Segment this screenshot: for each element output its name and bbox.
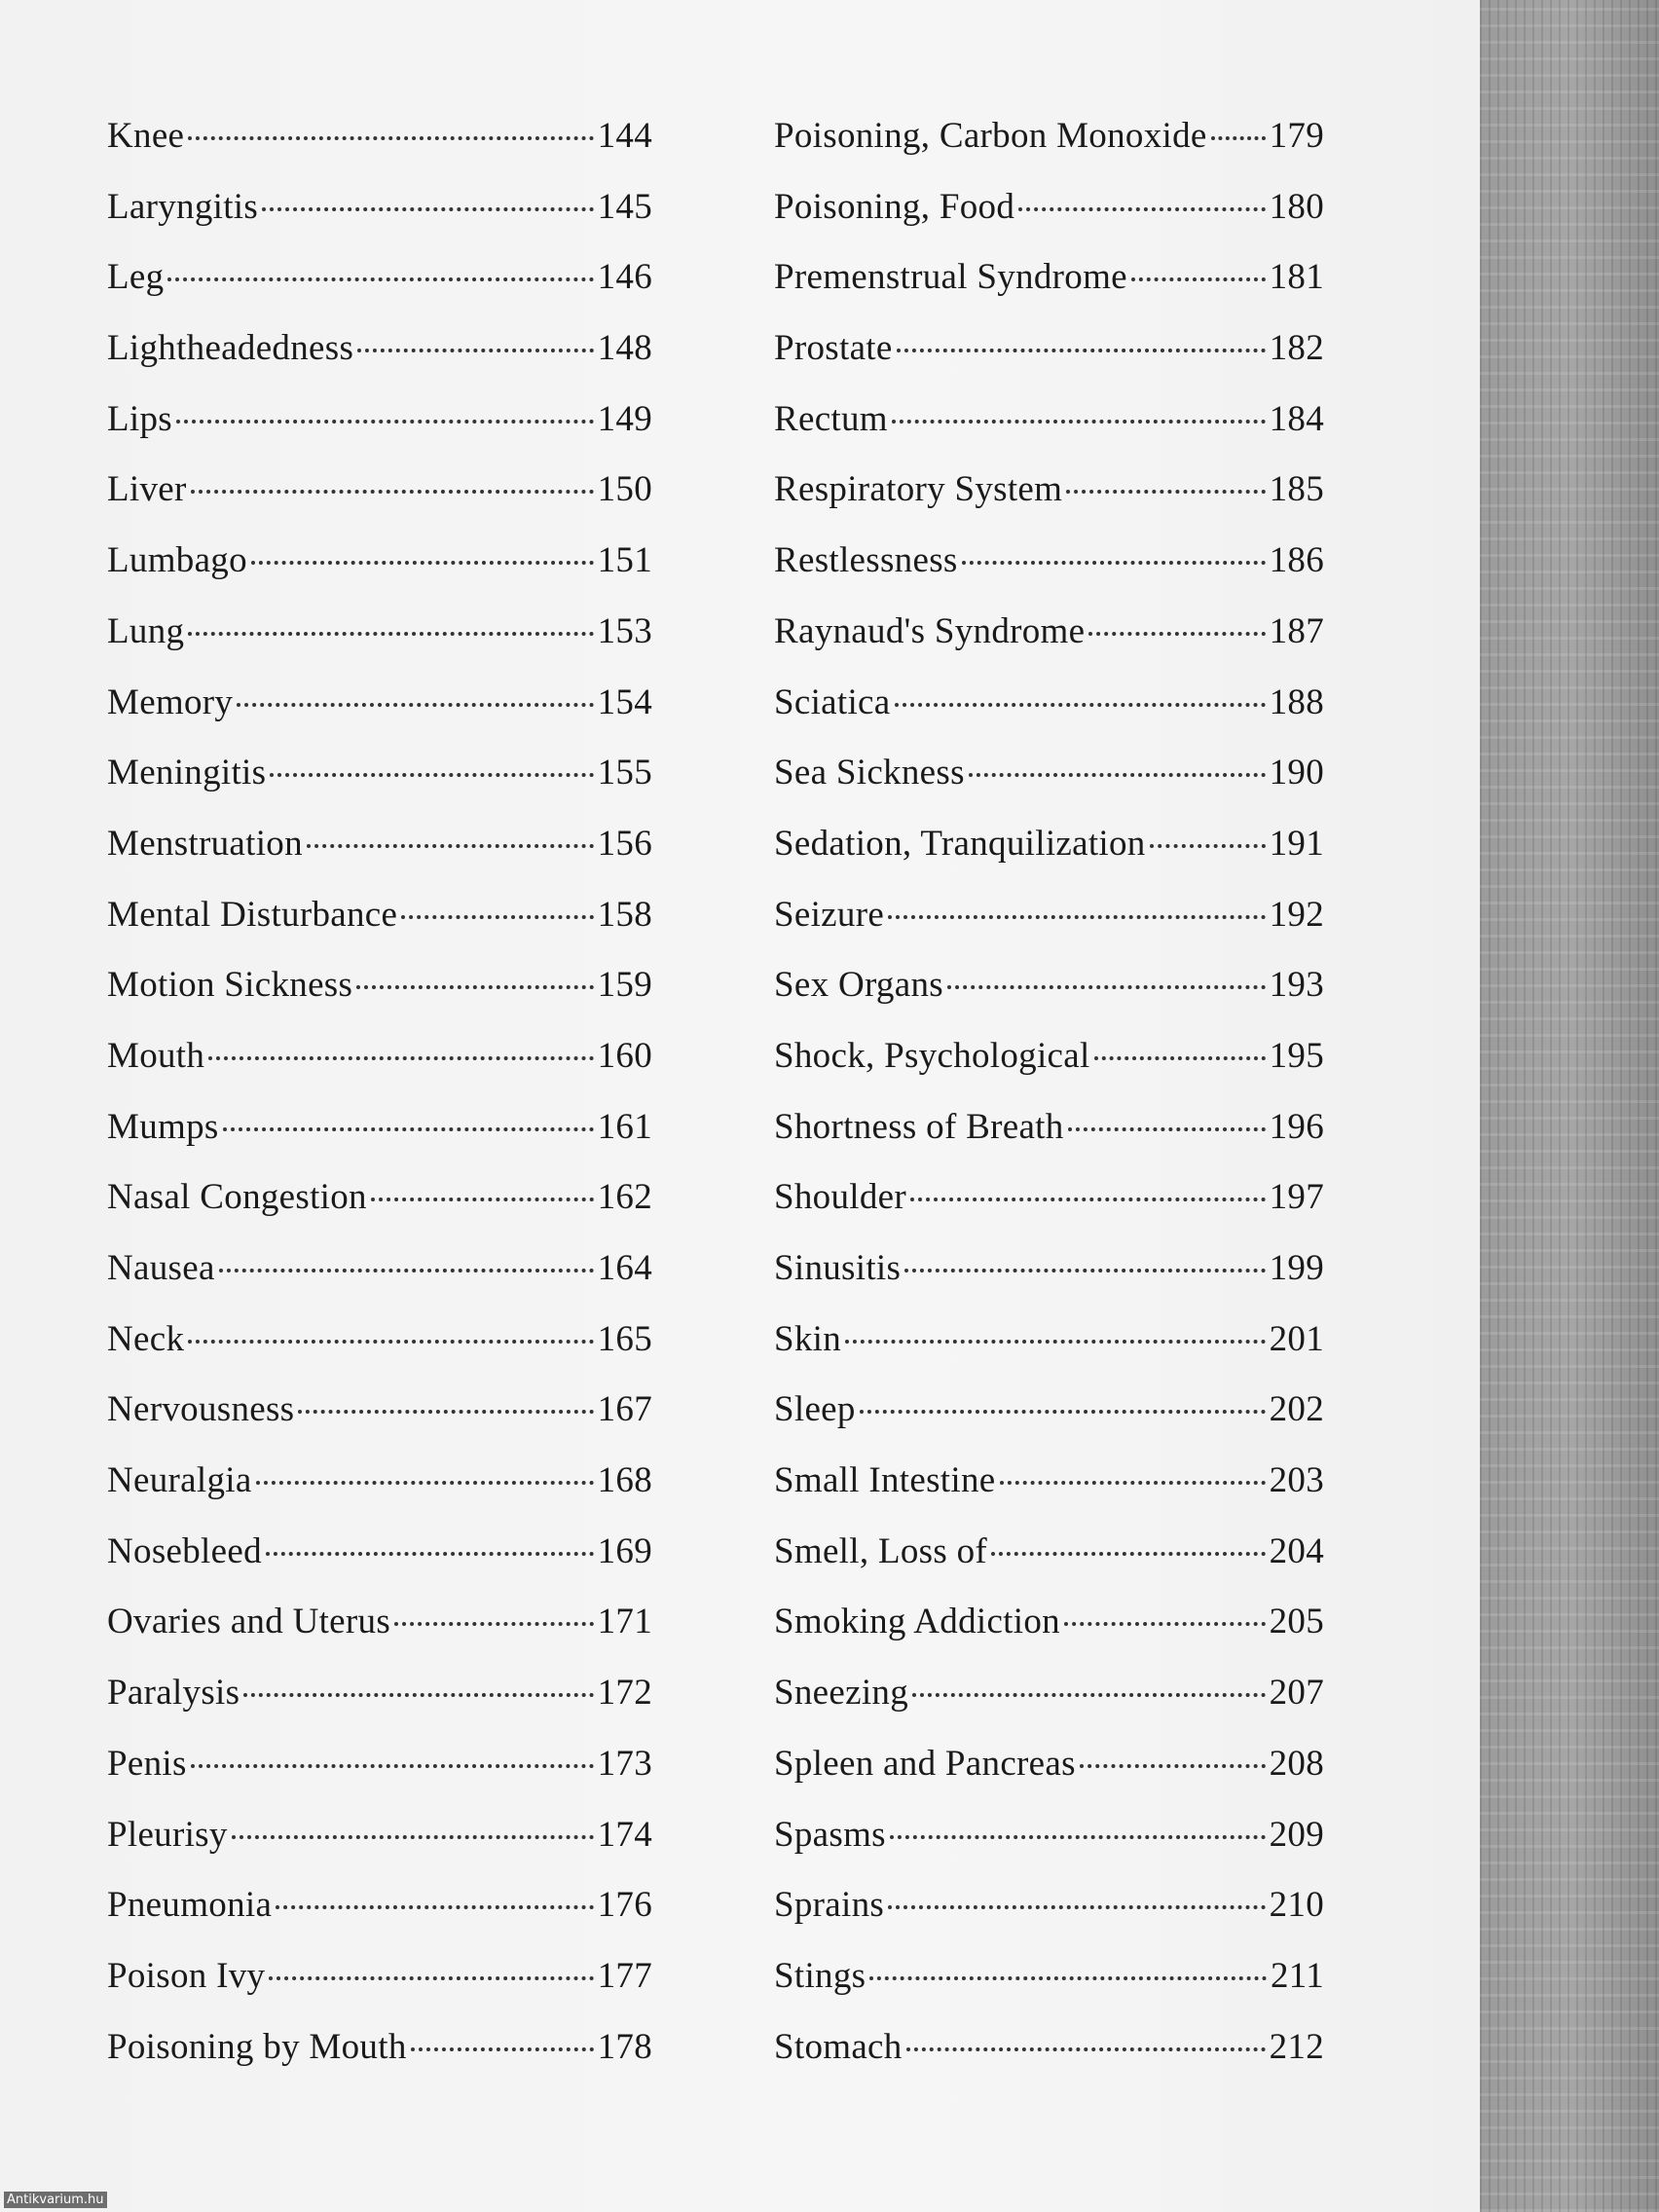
index-entry [774,682,1324,753]
index-term: Memory [107,682,234,722]
index-entry [107,2026,652,2097]
index-page-number: 173 [597,1743,652,1784]
index-page-number: 176 [597,1885,652,1926]
watermark-label: Antikvarium.hu [4,2192,107,2208]
dot-leader [892,420,1266,424]
index-page-number: 171 [597,1602,652,1642]
dot-leader [1064,1622,1266,1626]
index-term: Ovaries and Uterus [107,1602,391,1642]
index-term: Sprains [774,1885,885,1926]
index-term: Leg [107,257,165,298]
index-page-number: 160 [597,1035,652,1076]
index-entry [774,256,1324,327]
dot-leader [251,561,594,565]
index-term: Penis [107,1743,187,1784]
index-page-number: 145 [597,186,652,227]
dot-leader [167,277,593,281]
index-page-number: 196 [1269,1106,1324,1147]
index-term: Spasms [774,1814,886,1855]
dot-leader [1066,490,1265,494]
index-page-number: 178 [597,2026,652,2067]
index-entry [774,1530,1324,1602]
index-entry [107,823,652,894]
index-page-number: 158 [597,894,652,935]
dot-leader [191,490,594,494]
index-term: Sea Sickness [774,753,965,793]
index-entry [107,468,652,539]
index-entry [774,468,1324,539]
index-entry [774,1318,1324,1389]
index-entry [774,964,1324,1035]
index-term: Poisoning, Food [774,186,1015,227]
dot-leader [411,2047,594,2051]
index-page-number: 193 [1269,965,1324,1006]
index-entry [774,2026,1324,2097]
dot-leader [371,1198,594,1201]
index-term: Poisoning by Mouth [107,2026,407,2067]
index-term: Shortness of Breath [774,1106,1064,1147]
index-term: Pneumonia [107,1885,273,1926]
index-term: Nervousness [107,1389,295,1430]
index-term: Mumps [107,1106,219,1147]
index-term: Stings [774,1955,866,1996]
dot-leader [912,1693,1266,1697]
index-term: Mental Disturbance [107,894,398,935]
index-page-number: 186 [1269,540,1324,581]
dot-leader [910,1198,1266,1201]
dot-leader [1150,844,1266,848]
index-page-number: 162 [597,1177,652,1218]
index-page-number: 150 [597,469,652,510]
index-page-number: 197 [1269,1177,1324,1218]
dot-leader [991,1552,1266,1556]
index-term: Smoking Addiction [774,1602,1060,1642]
dot-leader [845,1340,1266,1344]
index-term: Meningitis [107,753,267,793]
dot-leader [269,1976,593,1980]
dot-leader [357,349,593,352]
index-page-number: 210 [1269,1885,1324,1926]
index-entry [107,327,652,398]
index-term: Shock, Psychological [774,1035,1090,1076]
index-entry [107,1955,652,2026]
index-entry [774,1035,1324,1106]
index-column-right [774,115,1324,2096]
index-page-number: 204 [1269,1530,1324,1571]
index-term: Poisoning, Carbon Monoxide [774,116,1207,156]
index-entry [107,398,652,469]
index-page-number: 169 [597,1530,652,1571]
index-entry [107,1106,652,1177]
index-entry [774,1459,1324,1530]
index-term: Rectum [774,398,888,439]
index-page-number: 148 [597,328,652,369]
dot-leader [188,1340,593,1344]
index-term: Raynaud's Syndrome [774,610,1086,651]
index-term: Small Intestine [774,1460,996,1501]
index-page-number: 205 [1269,1602,1324,1642]
index-term: Lightheadedness [107,328,354,369]
dot-leader [223,1127,594,1131]
index-entry [107,1530,652,1602]
index-term: Shoulder [774,1177,907,1218]
index-page-number: 201 [1269,1318,1324,1359]
dot-leader [243,1693,593,1697]
index-term: Motion Sickness [107,965,353,1006]
index-entry [107,256,652,327]
dot-leader [191,1764,594,1768]
index-page-number: 180 [1269,186,1324,227]
index-entry [774,752,1324,823]
index-entry [774,894,1324,965]
index-term: Sleep [774,1389,856,1430]
dot-leader [904,1269,1265,1272]
index-term: Prostate [774,328,893,369]
index-entry [107,894,652,965]
index-entry [774,1601,1324,1672]
dot-leader [256,1481,594,1485]
index-entry [774,398,1324,469]
index-column-left [107,115,652,2096]
dot-leader [906,2047,1266,2051]
dot-leader [1131,277,1266,281]
dot-leader [176,420,594,424]
index-page-number: 184 [1269,398,1324,439]
index-page-number: 144 [597,116,652,156]
index-page-number: 146 [597,257,652,298]
index-term: Neck [107,1318,185,1359]
dot-leader [1080,1764,1266,1768]
index-page-number: 167 [597,1389,652,1430]
index-entry [107,1318,652,1389]
index-term: Spleen and Pancreas [774,1743,1076,1784]
index-term: Skin [774,1318,842,1359]
index-term: Premenstrual Syndrome [774,257,1127,298]
index-page-number: 185 [1269,469,1324,510]
index-term: Neuralgia [107,1460,252,1501]
index-page-number: 174 [597,1814,652,1855]
dot-leader [890,1835,1266,1839]
dot-leader [1211,136,1266,140]
index-entry [774,115,1324,186]
index-entry [774,327,1324,398]
dot-leader [276,1905,593,1909]
dot-leader [188,632,593,636]
index-entry [774,1743,1324,1814]
index-term: Pleurisy [107,1814,228,1855]
index-page-number: 154 [597,682,652,722]
index-term: Paralysis [107,1673,240,1714]
dot-leader [895,703,1266,707]
dot-leader [356,985,593,989]
dot-leader [307,844,594,848]
index-entry [107,1459,652,1530]
index-entry [774,1672,1324,1743]
index-entry [107,115,652,186]
dot-leader [1000,1481,1266,1485]
index-page-number: 192 [1269,894,1324,935]
index-page-number: 191 [1269,823,1324,864]
index-page-number: 172 [597,1673,652,1714]
index-page-number: 199 [1269,1248,1324,1288]
index-page-number: 156 [597,823,652,864]
index-page-number: 188 [1269,682,1324,722]
dot-leader [888,1905,1265,1909]
index-entry [107,1035,652,1106]
index-entry [107,186,652,257]
dot-leader [962,561,1266,565]
index-term: Nosebleed [107,1530,262,1571]
index-page-number: 165 [597,1318,652,1359]
index-term: Sciatica [774,682,891,722]
dot-leader [1094,1056,1266,1060]
dot-leader [394,1622,594,1626]
index-term: Menstruation [107,823,303,864]
index-term: Smell, Loss of [774,1530,988,1571]
index-term: Mouth [107,1035,205,1076]
index-term: Respiratory System [774,469,1063,510]
index-entry [774,823,1324,894]
index-entry [107,1601,652,1672]
dot-leader [947,985,1266,989]
index-page-number: 211 [1270,1955,1324,1996]
index-entry [107,1884,652,1955]
index-term: Poison Ivy [107,1955,266,1996]
dot-leader [860,1410,1266,1414]
index-page-number: 164 [597,1248,652,1288]
index-entry [774,1176,1324,1247]
index-term: Stomach [774,2026,903,2067]
dot-leader [188,136,593,140]
index-entry [774,1814,1324,1885]
dot-leader [1018,207,1265,211]
index-page-number: 159 [597,965,652,1006]
index-term: Lumbago [107,540,247,581]
dot-leader [232,1835,594,1839]
index-entry [774,610,1324,682]
dot-leader [1068,1127,1266,1131]
index-page-number: 168 [597,1460,652,1501]
dot-leader [869,1976,1267,1980]
index-page-number: 209 [1269,1814,1324,1855]
dot-leader [1088,632,1265,636]
index-page-number: 151 [597,540,652,581]
dot-leader [401,915,593,919]
index-entry [107,752,652,823]
index-term: Sedation, Tranquilization [774,823,1146,864]
index-page-number: 195 [1269,1035,1324,1076]
index-entry [107,1176,652,1247]
index-term: Lips [107,398,172,439]
index-entry [107,1814,652,1885]
dot-leader [298,1410,593,1414]
index-term: Nausea [107,1248,215,1288]
index-entry [107,539,652,610]
index-entry [107,1672,652,1743]
dot-leader [237,703,593,707]
index-entry [774,1955,1324,2026]
index-entry [774,1247,1324,1318]
index-page-number: 182 [1269,328,1324,369]
dot-leader [262,207,594,211]
index-page-number: 203 [1269,1460,1324,1501]
index-term: Restlessness [774,540,958,581]
index-page-number: 207 [1269,1673,1324,1714]
index-entry [107,1388,652,1459]
index-term: Laryngitis [107,186,259,227]
index-page-number: 177 [597,1955,652,1996]
index-page-number: 190 [1269,753,1324,793]
index-term: Sex Organs [774,965,943,1006]
index-page-number: 149 [597,398,652,439]
index-entry [774,186,1324,257]
index-entry [107,682,652,753]
dot-leader [270,773,593,777]
index-page-number: 179 [1269,116,1324,156]
index-term: Nasal Congestion [107,1177,367,1218]
index-entry [107,610,652,682]
index-entry [774,1106,1324,1177]
index-page-number: 187 [1269,610,1324,651]
index-page-number: 202 [1269,1389,1324,1430]
index-entry [774,1884,1324,1955]
dot-leader [266,1552,594,1556]
index-entry [774,1388,1324,1459]
index-entry [774,539,1324,610]
index-entry [107,964,652,1035]
index-term: Sneezing [774,1673,909,1714]
dot-leader [208,1056,593,1060]
index-page-number: 155 [597,753,652,793]
index-page-number: 208 [1269,1743,1324,1784]
index-page-number: 181 [1269,257,1324,298]
index-entry [107,1743,652,1814]
index-term: Sinusitis [774,1248,902,1288]
dot-leader [969,773,1266,777]
dot-leader [897,349,1266,352]
index-term: Seizure [774,894,885,935]
index-page-number: 153 [597,610,652,651]
page-edge-background [1480,0,1659,2212]
index-entry [107,1247,652,1318]
index-term: Knee [107,116,185,156]
index-page-number: 161 [597,1106,652,1147]
dot-leader [888,915,1266,919]
index-term: Liver [107,469,187,510]
index-term: Lung [107,610,185,651]
index-page-number: 212 [1269,2026,1324,2067]
dot-leader [219,1269,594,1272]
